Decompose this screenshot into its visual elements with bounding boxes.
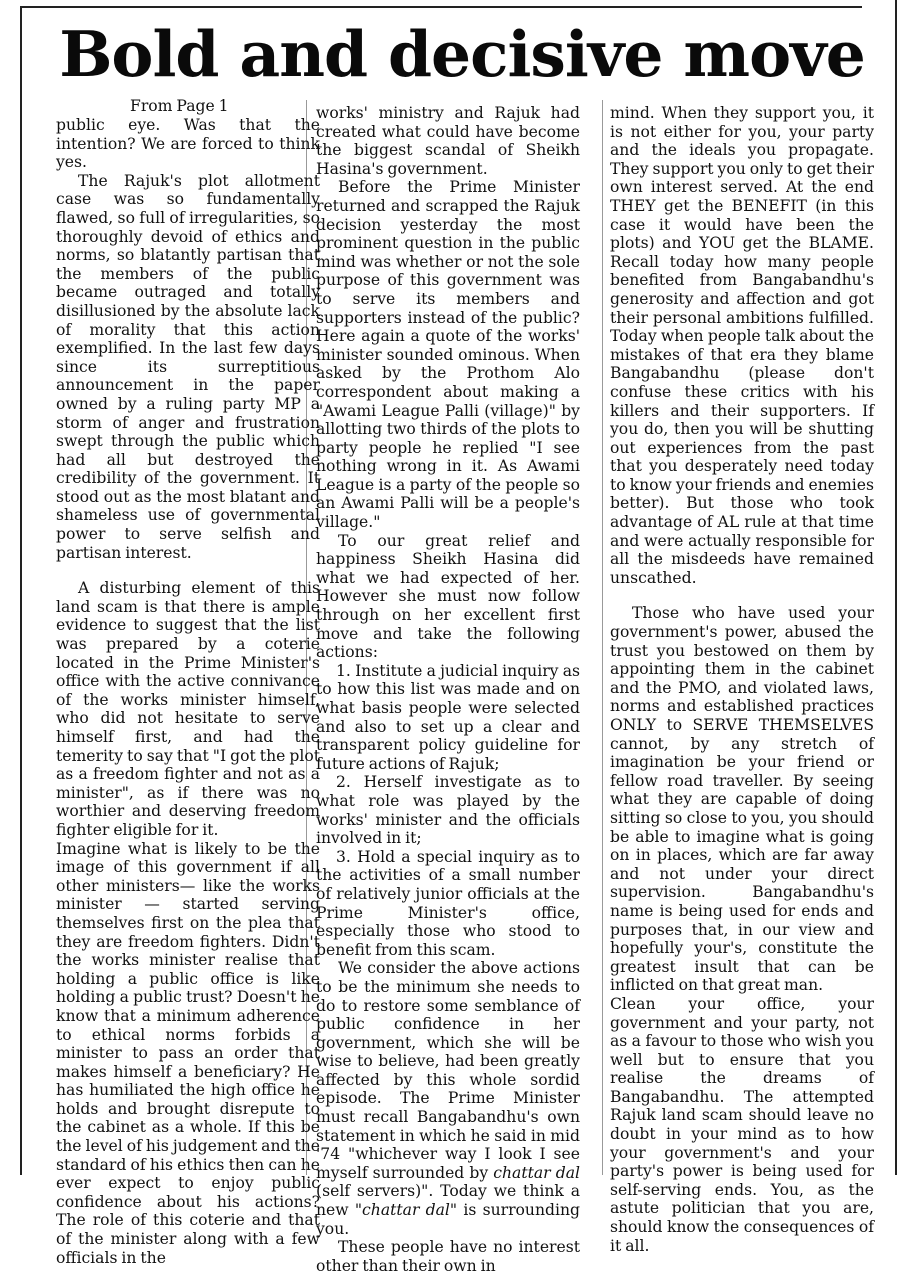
- paragraph: works' ministry and Rajuk had created what could have become the biggest scandal of Sheikh Hasina's government.: [316, 104, 580, 178]
- right-rule: [895, 0, 897, 1175]
- action-item: 2. Herself investigate as to what role was played by the works' minister and the officials involved in it;: [316, 773, 580, 848]
- column-3: [610, 104, 874, 1255]
- italic-term: chattar dal: [493, 1163, 580, 1182]
- column-2: [316, 104, 580, 1275]
- paragraph: Clean your office, your government and your party, not as a favour to those who wish you well but to ensure that you realise the dreams of Bangabandhu. The attempted Rajuk land scam should leave no doubt in your mind as to how your government's and your party's power is being used for self-serving ends. You, as the astute politician that you are, should know the consequences of it all.: [610, 994, 874, 1255]
- paragraph: mind. When they support you, it is not either for you, your party and the ideals you propagate. They support you only to get their own interest served. At the end THEY get the BENEFIT (in this case it would have been the plots) and YOU get the BLAME. Recall today how many people benefited from Bangabandhu's generosity and affection and got their personal ambitions fulfilled. Today when people talk about the mistakes of that era they blame Bangabandhu (please don't confuse these critics with his killers and their supporters. If you do, then you will be shutting out experiences from the past that you desperately need today to know your friends and enemies better). But those who took advantage of AL rule at that time and were actually responsible for all the misdeeds have remained unscathed.: [610, 104, 874, 587]
- action-item: 3. Hold a special inquiry as to the activities of a small number of relatively junior officials at the Prime Minister's office, especially those who stood to benefit from this scam.: [316, 847, 580, 959]
- paragraph: [316, 959, 580, 1238]
- continuation-line: From Page 1: [130, 97, 229, 115]
- paragraph: These people have no interest other than their own in: [316, 1238, 580, 1275]
- paragraph: Those who have used your government's power, abused the trust you bestowed on them by appointing them in the cabinet and the PMO, and violated laws, norms and established practices ONLY to SERVE THEMSELVES cannot, by any stretch of imagination be your friend or fellow road traveller. By seeing what they are capable of doing sitting so close to you, you should be able to imagine what is going on in places, which are far away and not under your direct supervision. Bangabandhu's name is being used for ends and purposes that, in our view and hopefully your's, constitute the greatest insult that can be inflicted on that great man.: [610, 604, 874, 995]
- paragraph: To our great relief and happiness Sheikh Hasina did what we had expected of her. However she must now follow through on her excellent first move and take the following actions:: [316, 531, 580, 662]
- paragraph: Before the Prime Minister returned and scrapped the Rajuk decision yesterday the most prominent question in the public mind was whether or not the sole purpose of this government was to serve its members and supporters instead of the public? Here again a quote of the works' minister sounded ominous. When asked by the Prothom Alo correspondent about making a "Awami League Palli (village)" by allotting two thirds of the plots to party people he replied "I see nothing wrong in it. As Awami League is a party of the people so an Awami Palli will be a people's village.": [316, 178, 580, 532]
- paragraph: public eye. Was that the intention? We are forced to think yes.: [56, 116, 320, 172]
- text-run: We consider the above actions to be the minimum she needs to do to restore some semblance of public confidence in her government, which she will be wise to believe, had been greatly affected by this whole sordid episode. The Prime Minister must recall Bangabandhu's own statement in which he said in mid '74 "whichever way I look I see myself surrounded by: [316, 959, 580, 1182]
- text-run: is surrounding you.: [316, 1201, 580, 1238]
- left-rule: [20, 6, 22, 1175]
- text-run: (self servers)". Today we think a new: [316, 1182, 580, 1220]
- paragraph: The Rajuk's plot allotment case was so fundamentally flawed, so full of irregularities, so thoroughly devoid of ethics and norms, so blatantly partisan that the members of the public became outraged and totally disillusioned by the absolute lack of morality that this action exemplified. In the last few days since its surreptitious announcement in the paper owned by a ruling party MP a storm of anger and frustration swept through the public which had all but destroyed the credibility of the government. It stood out as the most blatant and shameless use of governmental power to serve selfish and partisan interest.: [56, 171, 320, 562]
- column-divider: [602, 100, 603, 1175]
- paragraph: A disturbing element of this land scam is that there is ample evidence to suggest that the list was prepared by a coterie located in the Prime Minister's office with the active connivance of the works minister himself, who did not hesitate to serve himself first, and had the temerity to say that "I got the plot as a freedom fighter and not as a minister", as if there was no worthier and deserving freedom fighter eligible for it.: [56, 579, 320, 839]
- headline: Bold and decisive move: [59, 17, 865, 91]
- column-1: [56, 97, 320, 1267]
- action-item: 1. Institute a judicial inquiry as to how this list was made and on what basis people were selected and also to set up a clear and transparent policy guideline for future actions of Rajuk;: [316, 661, 580, 773]
- italic-term: "chattar dal": [354, 1201, 458, 1220]
- paragraph: Imagine what is likely to be the image of this government if all other ministers— like the works minister — started serving themselves first on the plea that they are freedom fighters. Didn't the works minister realise that holding a public office is like holding a public trust? Doesn't he know that a minimum adherence to ethical norms forbids a minister to pass an order that makes himself a beneficiary? He has humiliated the high office he holds and brought disrepute to the cabinet as a whole. If this be the level of his judgement and the standard of his ethics then can he ever expect to enjoy public confidence about his actions? The role of this coterie and that of the minister along with a few officials in the: [56, 839, 320, 1267]
